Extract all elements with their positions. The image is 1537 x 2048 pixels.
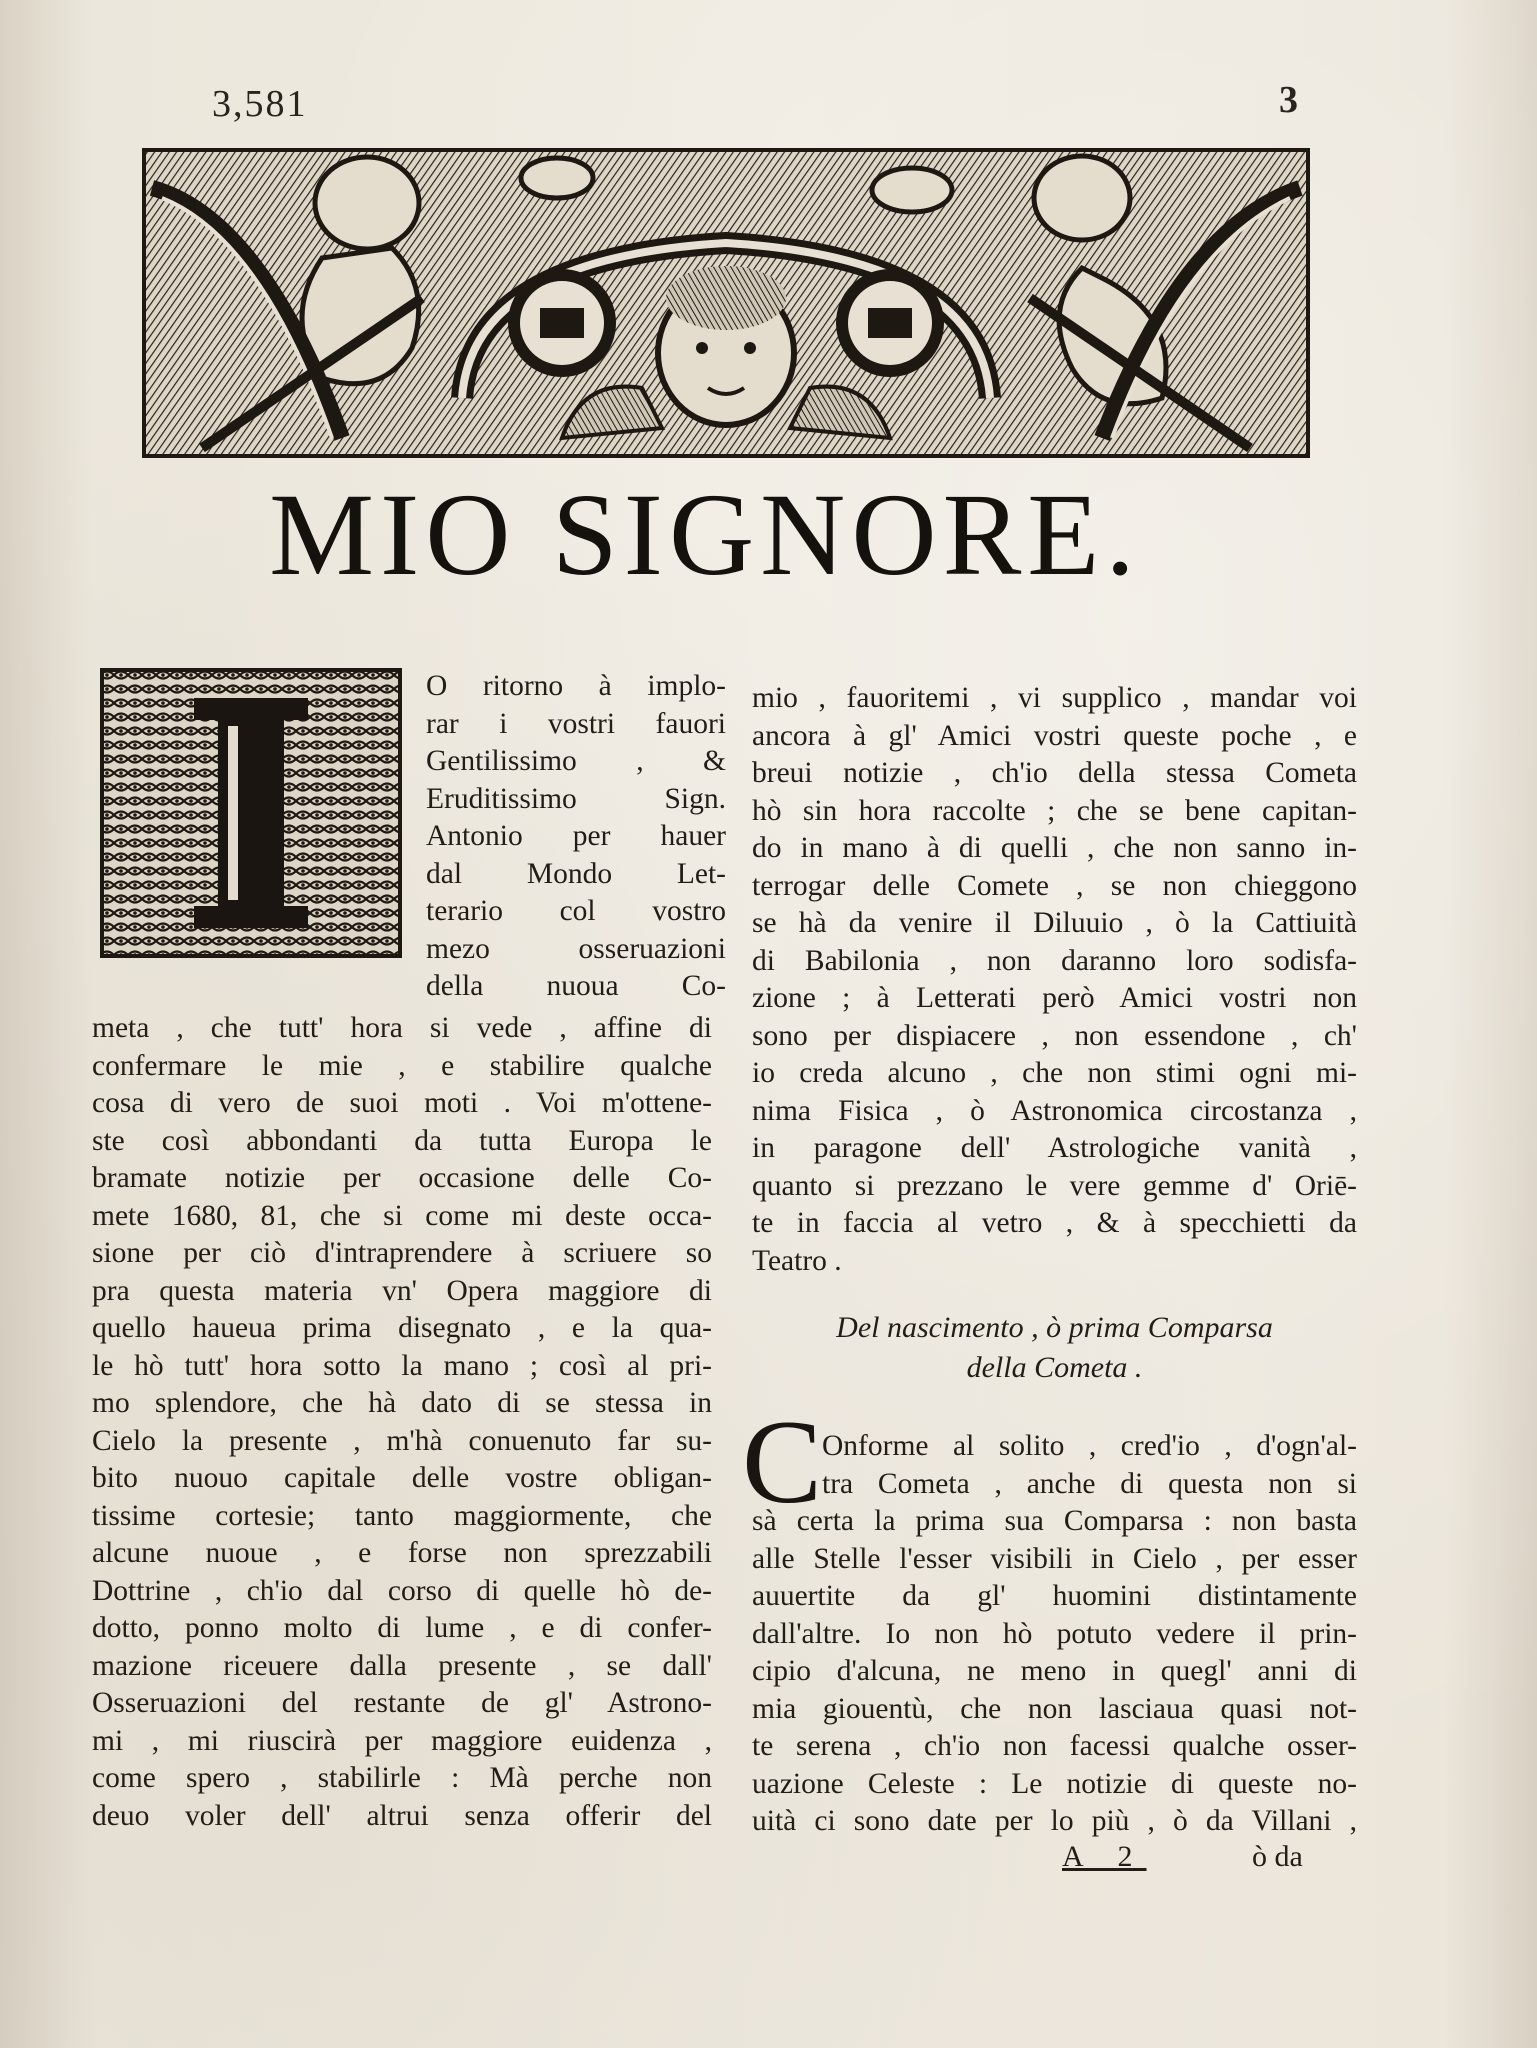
text-line: cosa di vero de suoi moti . Voi m'ottene- [92,1087,712,1119]
text-line: alcune nuoue , e forse non sprezzabili [92,1537,712,1569]
text-line: auuertite da gl' huomini distintamente [752,1580,1357,1612]
section-heading-line-2: della Cometa . [966,1351,1143,1384]
text-line: O ritorno à implo- [426,670,726,702]
text-line: mia giouentù, che non lasciaua quasi not- [752,1692,1357,1725]
text-line: uazione Celeste : Le notizie di queste no- [752,1767,1357,1800]
text-line: uità ci sono date per lo più , ò da Villani , [752,1805,1357,1837]
text-line: Eruditissimo Sign. [426,782,726,815]
text-line: dall'altre. Io non hò potuto vedere il prin- [752,1617,1357,1650]
signature-mark: 3 [1279,79,1300,121]
text-line: quello haueua prima disegnato , e la qua- [92,1312,712,1344]
text-line: Teatro . [752,1244,842,1277]
text-line: ancora à gl' Amici vostri queste poche , e [752,719,1357,752]
left-column-top-text [426,668,726,1006]
right-column-lower-text [752,1503,1357,1841]
text-line: quanto si prezzano le vere gemme d' Oriē- [752,1169,1357,1202]
decorated-initial-i [100,668,402,958]
text-line: alle Stelle l'esser visibili in Cielo , per esser [752,1542,1357,1575]
text-line: sione per ciò d'intraprendere à scriuere so [92,1237,712,1269]
text-line: pra questa materia vn' Opera maggiore di [92,1274,712,1307]
catalog-number: 3,581 [212,83,308,125]
page-title: MIO SIGNORE. [269,469,1141,600]
text-line: ste così abbondanti da tutta Europa le [92,1124,712,1157]
text-line: Osseruazioni del restante de gl' Astrono- [92,1687,712,1719]
text-line: Cielo la presente , m'hà conuenuto far su- [92,1424,712,1457]
printer-signature: A 2 [1062,1840,1147,1873]
text-line: di Babilonia , non daranno loro sodisfa- [752,944,1357,977]
text-line: rar i vostri fauori [426,707,726,740]
catchword: ò da [1252,1840,1303,1873]
text-line: mi , mi riuscirà per maggiore euidenza , [92,1724,712,1757]
text-line: mete 1680, 81, che si come mi deste occa- [92,1199,712,1232]
text-line: Gentilissimo , & [426,745,726,777]
text-line: terario col vostro [426,895,726,927]
text-line: nima Fisica , ò Astronomica circostanza , [752,1094,1357,1127]
text-line: dal Mondo Let- [426,857,726,890]
text-line: bramate notizie per occasione delle Co- [92,1162,712,1194]
text-line: zione ; à Letterati però Amici vostri non [752,982,1357,1014]
text-line: tissime cortesie; tanto maggiormente, che [92,1499,712,1532]
text-line: bito nuouo capitale delle vostre obligan- [92,1462,712,1494]
text-line: te in faccia al vetro , & à specchietti da [752,1207,1357,1239]
left-column-bottom-text [92,1010,712,1835]
section-heading [752,1308,1357,1388]
text-line: della nuoua Co- [426,970,726,1002]
initial-c: C [742,1395,823,1528]
text-line: io creda alcuno , che non stimi ogni mi- [752,1057,1357,1089]
text-line: come spero , stabilirle : Mà perche non [92,1762,712,1794]
text-line: mio , fauoritemi , vi supplico , mandar voi [752,682,1357,714]
right-column-lower-indented-text [822,1428,1357,1503]
text-line: dotto, ponno molto di lume , e di confer- [92,1612,712,1644]
text-line: Antonio per hauer [426,820,726,852]
woodcut-headpiece-ornament [142,148,1310,458]
text-line: meta , che tutt' hora si vede , affine di [92,1012,712,1044]
text-line: Dottrine , ch'io dal corso di quelle hò de- [92,1574,712,1607]
text-line: le hò tutt' hora sotto la mano ; così al pri- [92,1349,712,1382]
text-line: mo splendore, che hà dato di se stessa in [92,1387,712,1419]
section-heading-line-1: Del nascimento , ò prima Comparsa [836,1311,1273,1344]
text-line: terrogar delle Comete , se non chieggono [752,869,1357,902]
text-line: sà certa la prima sua Comparsa : non basta [752,1505,1357,1537]
text-line: hò sin hora raccolte ; che se bene capitan- [752,794,1357,827]
right-column-text [752,680,1357,1280]
text-line: confermare le mie , e stabilire qualche [92,1049,712,1082]
text-line: Onforme al solito , cred'io , d'ogn'al- [822,1430,1357,1462]
text-line: se hà da venire il Diluuio , ò la Cattiuità [752,907,1357,939]
text-line: breui notizie , ch'io della stessa Cometa [752,757,1357,789]
text-line: cipio d'alcuna, ne meno in quegl' anni di [752,1655,1357,1687]
text-line: in paragone dell' Astrologiche vanità , [752,1132,1357,1164]
text-line: mazione riceuere dalla presente , se dall' [92,1649,712,1682]
text-line: sono per dispiacere , non essendone , ch' [752,1019,1357,1052]
text-line: te serena , ch'io non facessi qualche osser- [752,1730,1357,1762]
text-line: tra Cometa , anche di questa non si [822,1467,1357,1500]
text-line: do in mano à di quelli , che non sanno in- [752,832,1357,864]
text-line: deuo voler dell' altrui senza offerir del [92,1799,712,1832]
text-line: mezo osseruazioni [426,932,726,965]
